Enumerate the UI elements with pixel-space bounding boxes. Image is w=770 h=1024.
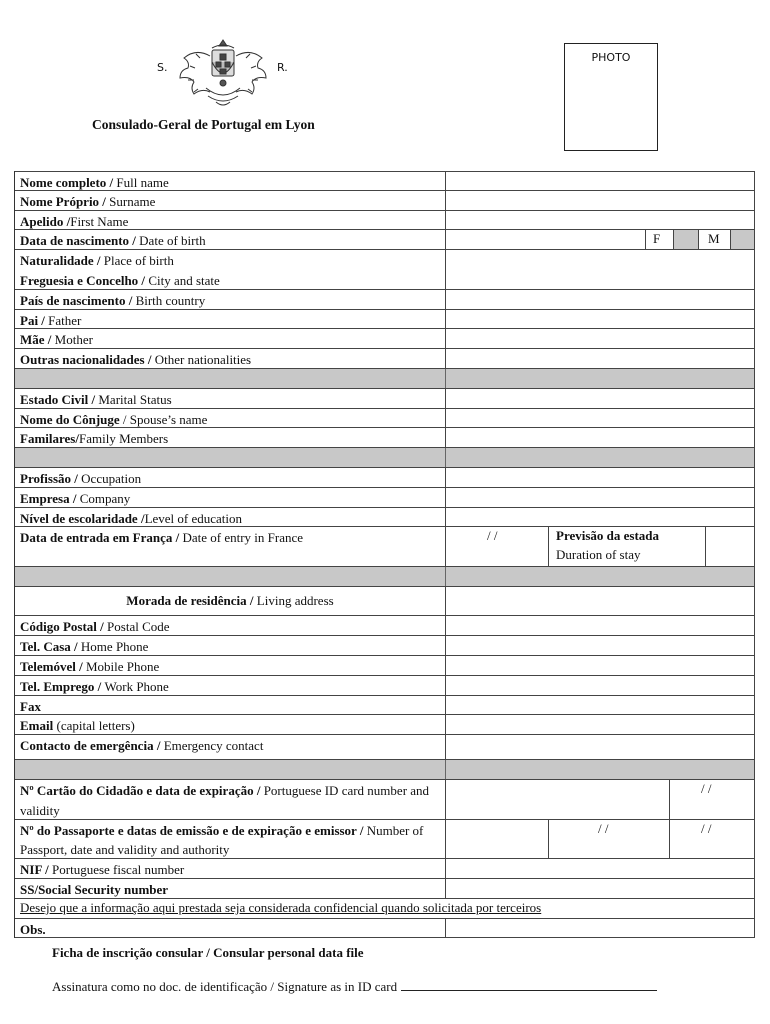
row-spouse: [15, 409, 755, 429]
row-father: [15, 310, 755, 330]
signature-underline[interactable]: [401, 980, 657, 991]
citizen-card-date[interactable]: / /: [701, 781, 712, 796]
r-letter: R.: [277, 61, 288, 74]
row-first-name: [15, 211, 755, 231]
photo-label: PHOTO: [591, 51, 631, 64]
row-nif: [15, 859, 755, 879]
education-label: Nível de escolaridade /Level of education: [20, 510, 243, 526]
row-surname: [15, 191, 755, 211]
entry-france-label: Data de entrada em França / Date of entry in France: [20, 530, 304, 546]
row-occupation: [15, 468, 755, 488]
confidential-statement: Desejo que a informação aqui prestada seja considerada confidencial quando solicitada por terceiros: [20, 899, 542, 915]
row-company: [15, 488, 755, 508]
city-state-label: Freguesia e Concelho / City and state: [20, 272, 220, 288]
spouse-label: Nome do Cônjuge / Spouse’s name: [20, 411, 208, 427]
social-security-label: SS/Social Security number: [20, 881, 169, 897]
gender-m-label: M: [708, 231, 720, 247]
gender-f-checkbox[interactable]: [674, 230, 698, 249]
first-name-label: Apelido /First Name: [20, 213, 129, 229]
row-confidential[interactable]: [15, 899, 755, 919]
row-postal-code: [15, 616, 755, 636]
row-birth-country: [15, 290, 755, 310]
family-label: Familares/Family Members: [20, 431, 169, 447]
row-obs: [15, 919, 755, 939]
row-place-of-birth: [15, 250, 755, 270]
row-education: [15, 508, 755, 528]
signature-line[interactable]: [52, 979, 657, 995]
work-phone-label: Tel. Emprego / Work Phone: [20, 678, 169, 694]
s-letter: S.: [157, 61, 168, 74]
passport-expiry-date[interactable]: / /: [701, 820, 712, 836]
gray-separator: [15, 369, 755, 389]
surname-label: Nome Próprio / Surname: [20, 193, 156, 209]
marital-status-label: Estado Civil / Marital Status: [20, 391, 172, 407]
other-nationalities-label: Outras nacionalidades / Other nationalities: [20, 352, 252, 368]
address-label: Morada de residência / Living address: [126, 592, 334, 608]
gender-m-checkbox[interactable]: [731, 230, 755, 249]
row-mobile-phone: [15, 656, 755, 676]
row-address: [15, 587, 755, 617]
stay-label-en: Duration of stay: [556, 547, 641, 563]
coat-of-arms-icon: [176, 36, 270, 112]
gender-f-label: F: [653, 231, 661, 247]
row-marital-status: [15, 389, 755, 409]
place-of-birth-label: Naturalidade / Place of birth: [20, 253, 174, 269]
photo-box[interactable]: [564, 43, 658, 151]
postal-code-label: Código Postal / Postal Code: [20, 619, 170, 635]
row-full-name: [15, 171, 755, 191]
row-home-phone: [15, 636, 755, 656]
emergency-contact-label: Contacto de emergência / Emergency contact: [20, 738, 264, 754]
row-entry-france: [15, 527, 755, 567]
row-other-nationalities: [15, 349, 755, 369]
consular-form: [14, 171, 755, 938]
occupation-label: Profissão / Occupation: [20, 470, 142, 486]
signature-label: Assinatura como no doc. de identificação / Signature as in ID card: [52, 979, 398, 994]
row-social-security: [15, 879, 755, 899]
row-city-state: [15, 270, 755, 290]
row-emergency-contact: [15, 735, 755, 760]
gray-separator: [15, 448, 755, 468]
home-phone-label: Tel. Casa / Home Phone: [20, 639, 149, 655]
stay-label-pt: Previsão da estada: [556, 528, 660, 544]
company-label: Empresa / Company: [20, 490, 131, 506]
row-email: [15, 715, 755, 735]
gray-separator: [15, 567, 755, 587]
birth-date-label: Data de nascimento / Date of birth: [20, 233, 206, 249]
gray-separator: [15, 760, 755, 780]
father-label: Pai / Father: [20, 312, 82, 328]
row-citizen-card: [15, 780, 755, 820]
citizen-card-label: Nº Cartão do Cidadão e data de expiração / Portuguese ID card number and validity: [20, 783, 430, 818]
fax-label: Fax: [20, 698, 41, 714]
mother-label: Mãe / Mother: [20, 332, 93, 348]
obs-label: Obs.: [20, 921, 46, 937]
nif-label: NIF / Portuguese fiscal number: [20, 862, 185, 878]
passport-label: Nº do Passaporte e datas de emissão e de expiração e emissor / Number of Passport, date and validity and authority: [20, 822, 424, 858]
row-birth-date: [15, 230, 755, 250]
row-fax: [15, 696, 755, 716]
row-mother: [15, 329, 755, 349]
passport-issue-date[interactable]: / /: [598, 820, 609, 836]
entry-date-slashes[interactable]: / /: [487, 528, 498, 544]
row-family: [15, 428, 755, 448]
full-name-label: Nome completo / Full name: [20, 175, 169, 190]
row-passport: [15, 820, 755, 860]
mobile-phone-label: Telemóvel / Mobile Phone: [20, 659, 160, 675]
email-label: Email (capital letters): [20, 718, 135, 734]
row-work-phone: [15, 676, 755, 696]
consulate-title: Consulado-Geral de Portugal em Lyon: [92, 117, 315, 132]
birth-country-label: País de nascimento / Birth country: [20, 292, 206, 308]
ficha-title: Ficha de inscrição consular / Consular personal data file: [52, 945, 364, 960]
